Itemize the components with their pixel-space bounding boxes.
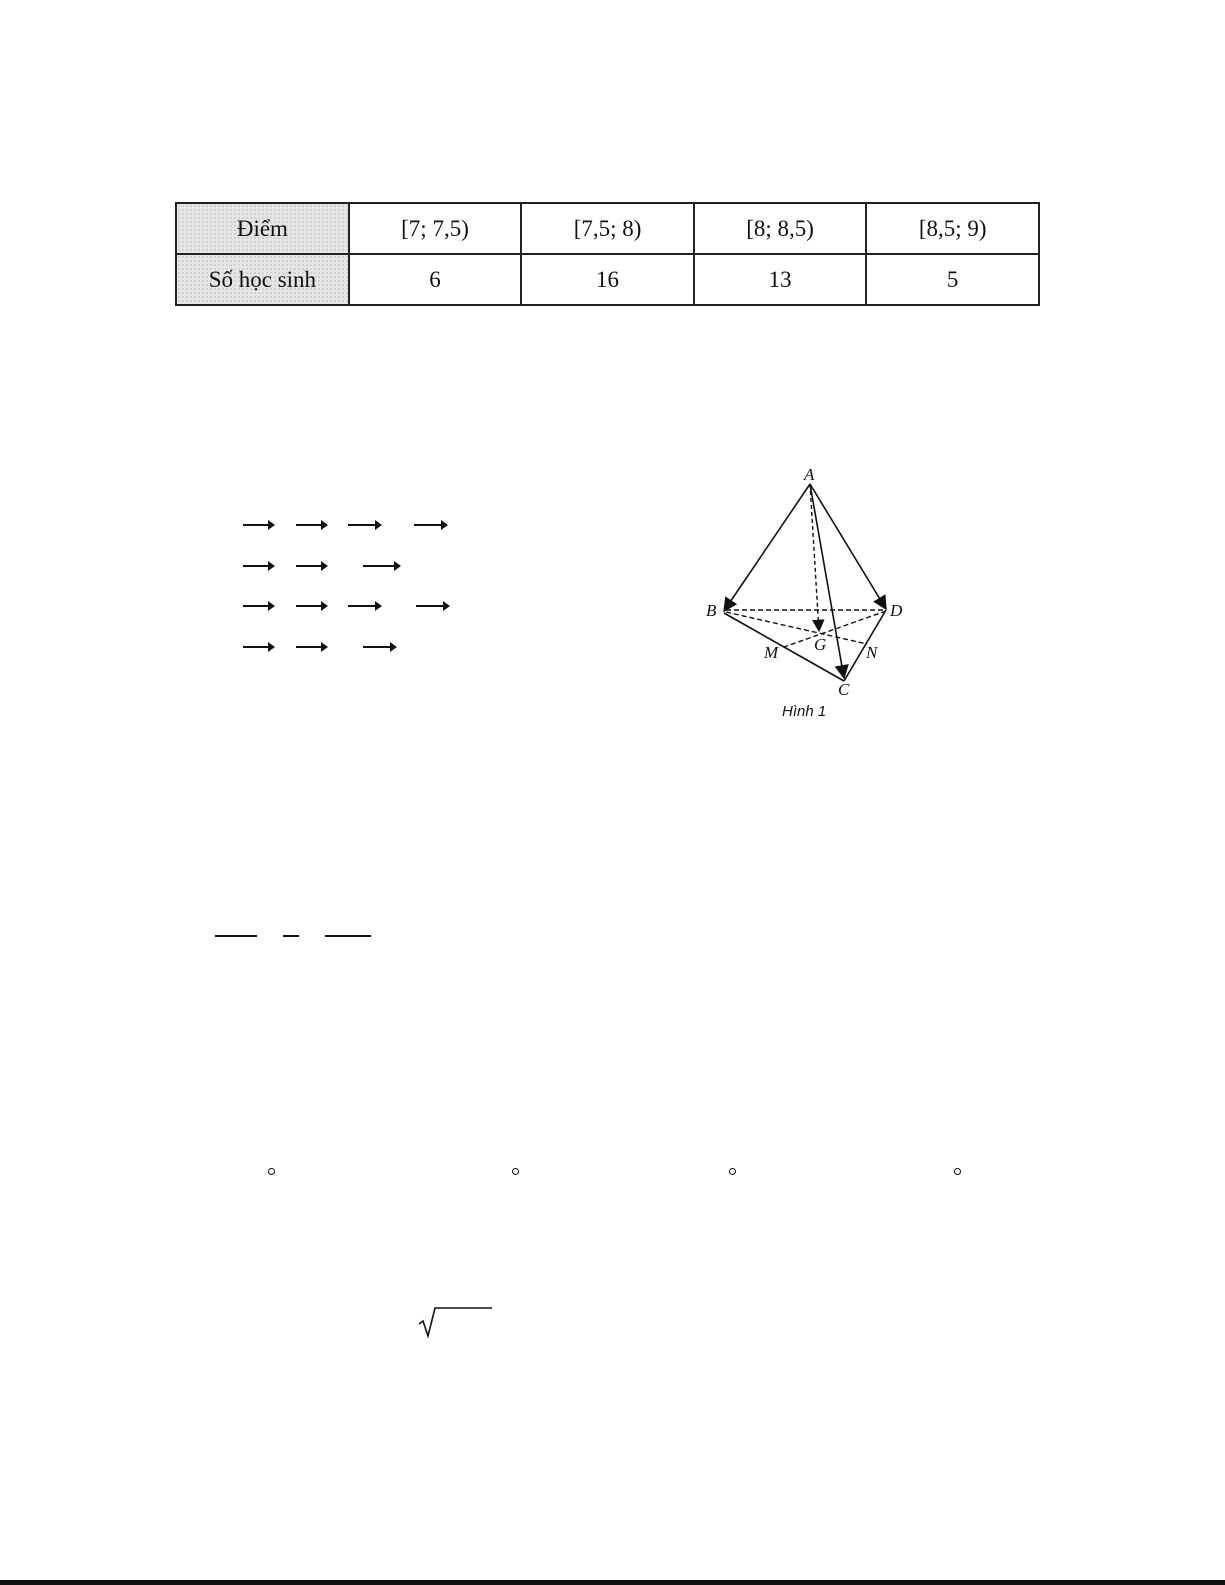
vector-arrow-mark <box>296 565 326 567</box>
degree-symbol <box>729 1168 736 1175</box>
vector-arrow-mark <box>348 524 380 526</box>
fraction-bar <box>325 935 371 937</box>
table-cell: 6 <box>349 254 521 305</box>
vector-arrow-mark <box>363 565 399 567</box>
degree-symbol <box>954 1168 961 1175</box>
figure-caption: Hình 1 <box>782 703 827 720</box>
table-row-header <box>176 203 1039 254</box>
vector-arrow-mark <box>296 605 326 607</box>
table-cell-row-label: Số học sinh <box>176 254 349 305</box>
median-BN-dashed-line <box>726 612 867 644</box>
table-cell-header-label: Điểm <box>176 203 349 254</box>
point-C-label: C <box>838 680 850 699</box>
table-cell: [7,5; 8) <box>521 203 694 254</box>
vector-arrow-mark <box>296 524 326 526</box>
degree-symbol <box>268 1168 275 1175</box>
table-cell: [8,5; 9) <box>866 203 1039 254</box>
fraction-bar <box>283 935 299 937</box>
tetrahedron-figure <box>690 462 920 724</box>
point-N-label: N <box>866 643 878 662</box>
table-cell: 13 <box>694 254 866 305</box>
vector-arrow-mark <box>243 646 273 648</box>
vector-arrow-mark <box>416 605 448 607</box>
fraction-bar <box>215 935 257 937</box>
vector-arrow-mark <box>243 524 273 526</box>
point-D-label: D <box>890 601 903 620</box>
square-root-symbol <box>418 1306 494 1340</box>
vector-arrow-mark <box>363 646 395 648</box>
table-cell: [8; 8,5) <box>694 203 866 254</box>
vector-arrow-mark <box>243 605 273 607</box>
point-A-label: A <box>804 465 815 484</box>
point-M-label: M <box>764 643 779 662</box>
vector-arrow-mark <box>348 605 380 607</box>
table-cell: 16 <box>521 254 694 305</box>
vector-arrow-mark <box>296 646 326 648</box>
vector-arrow-mark <box>243 565 273 567</box>
table-cell: [7; 7,5) <box>349 203 521 254</box>
degree-symbol <box>512 1168 519 1175</box>
table-row-data <box>176 254 1039 305</box>
point-G-label: G <box>814 635 827 654</box>
vector-AB-line <box>724 484 810 611</box>
page-bottom-rule <box>0 1580 1225 1585</box>
table-cell: 5 <box>866 254 1039 305</box>
frequency-table <box>175 202 1040 306</box>
vector-arrow-mark <box>414 524 446 526</box>
edge-CD-line <box>844 610 886 681</box>
point-B-label: B <box>706 601 717 620</box>
